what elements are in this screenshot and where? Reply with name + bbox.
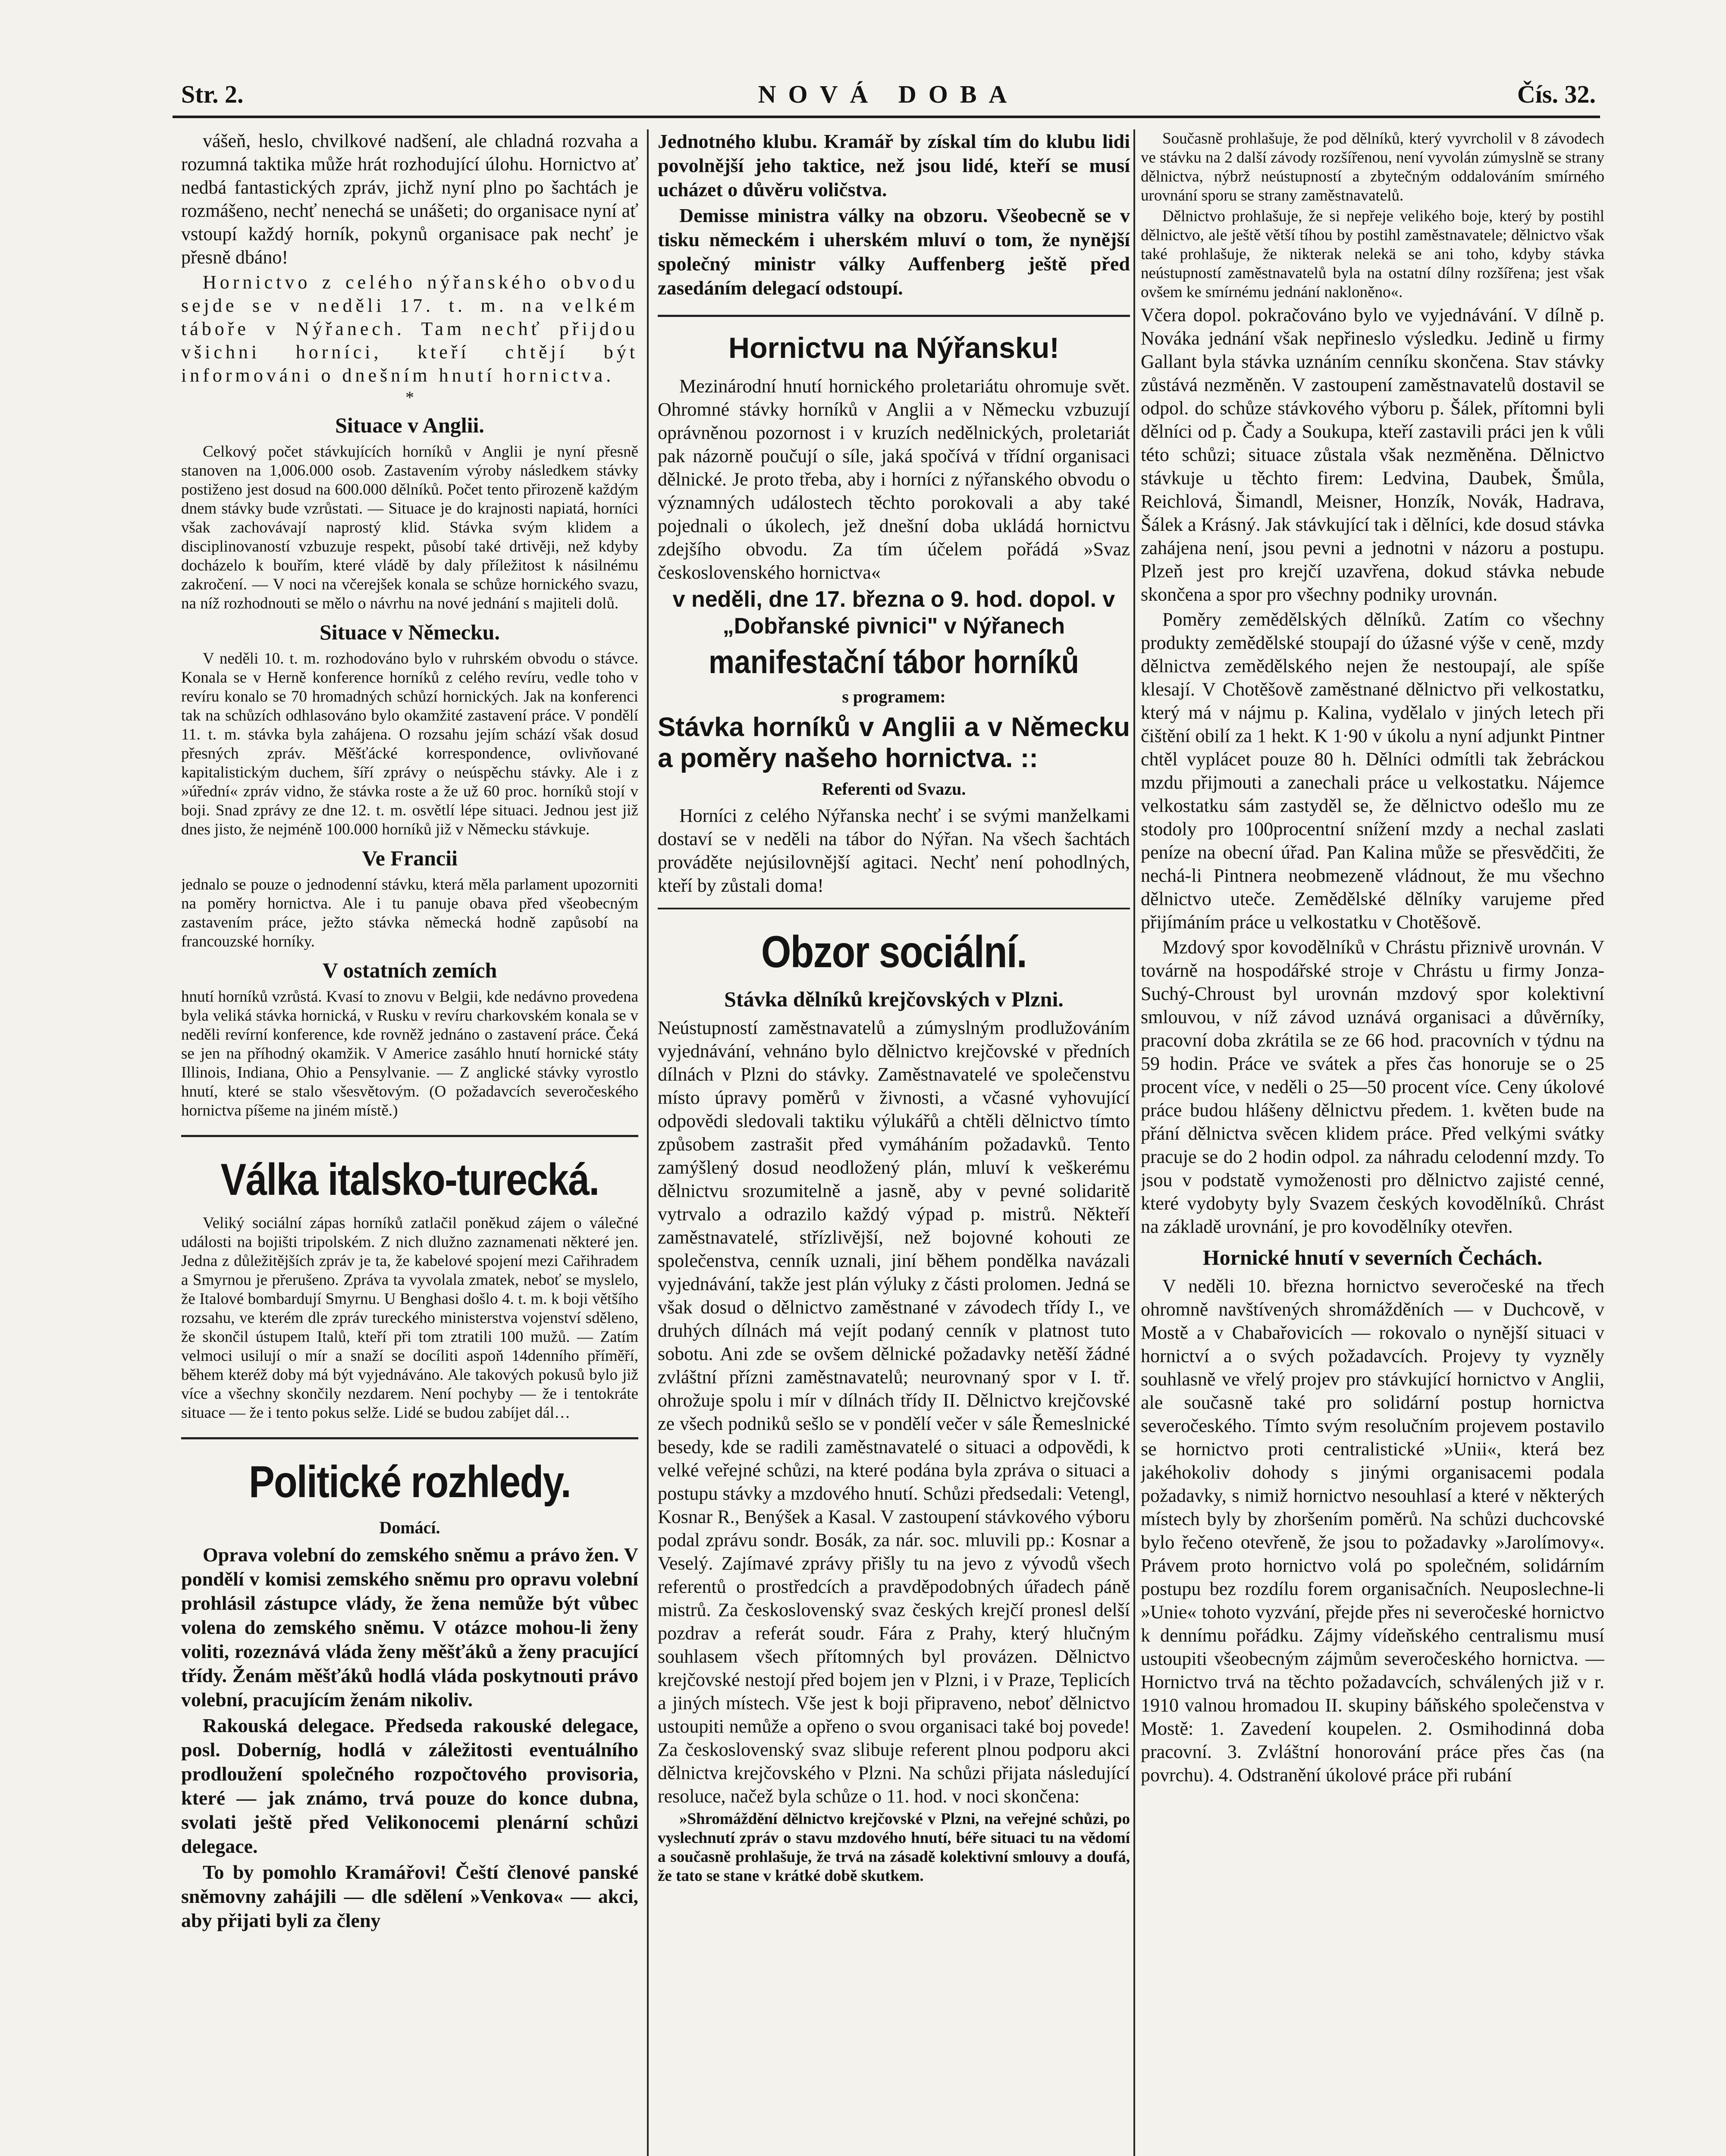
article-paragraph: Demisse ministra války na obzoru. Všeobecně se v tisku německém i uherském mluví o tom, že nynější společný ministr války Auffenberg ještě před zasedáním delegací odstoupí. xyxy=(658,204,1130,299)
article-paragraph: Včera dopol. pokračováno bylo ve vyjednávání. V dílně p. Nováka jednání však nepřineslo výsledku. Jedině u firmy Gallant byla stávka uznáním cenníku skončena. Stav stávky zůstává nezměněn. V zastoupení zaměstnavatelů dostavil se odpol. do schůze stávkového výboru p. Šálek, přítomni byli dělníci od p. Čady a Soukupa, kteří zastavili práci jen k vůli této schůzi; situace zůstala však nezměněna. Dělnictvo stávkuje u těchto firem: Ledvina, Daubek, Šmůla, Reichlová, Šimandl, Meisner, Honzík, Novák, Hadrava, Šálek a Krásný. Jak stávkující tak i dělníci, kde dosud stávka zahájena není, jsou pevni a jednotni v názoru a postupu. Plzeň jest pro krejčí uzavřena, dokud stávka nebude skončena a spor pro všechny podniky urovnán. xyxy=(1141,304,1604,605)
column-1 xyxy=(181,129,638,2156)
resolution-quote: »Shromáždění dělnictvo krejčovské v Plzni, na veřejné schůzi, po vyslechnutí zpráv o stavu mzdového hnutí, béře situaci tu na vědomí a současně prohlašuje, že trvá na zásadě kolektivní smlouvy a doufá, že tato se stane v krátké době skutkem. xyxy=(658,1810,1130,1885)
article-paragraph: Současně prohlašuje, že pod dělníků, který vyvrcholil v 8 závodech ve stávku na 2 další závody rozšířenou, není vyvolán zúmyslně se strany dělnictva, nýbrž neústupností a zbytečným oddalováním smírného urovnání sporu se strany zaměstnavatelů. xyxy=(1141,130,1604,204)
page-header xyxy=(181,80,1596,114)
article-paragraph: Celkový počet stávkujících horníků v Anglii je nyní přesně stanoven na 1,006.000 osob. Zastavením výroby následkem stávky postiženo jest dosud na 600.000 dělníků. Počet tento přirozeně každým dnem stávky bude vzrůstati. — Situace je do krajnosti napiatá, horníci však zachovávají naprostý klid. Stávka svým klidem a disciplinovaností vzbuzuje respekt, působí také drtivěji, než kdyby docházelo k bouřím, které vládě by daly příležitost k násilnému zakročení. — V noci na včerejšek konala se schůze hornického svazu, na níž rozhodnouti se mělo o návrhu na nové jednání s majiteli dolů. xyxy=(181,443,638,612)
section-rule xyxy=(658,315,1130,317)
article-paragraph: Jednotného klubu. Kramář by získal tím do klubu lidi povolnější jeho taktice, než jsou lidé, kteří se musí ucházet o důvěru voličstva. xyxy=(658,130,1130,201)
section-rule xyxy=(181,1437,638,1439)
article-paragraph: Rakouská delegace. Předseda rakouské delegace, posl. Doberníg, hodlá v záležitosti eventuálního prodloužení společného rozpočtového provisoria, které — jak známo, trvá pouze do konce dubna, svolati ještě před Velikonocemi plenární schůzi delegace. xyxy=(181,1714,638,1857)
article-paragraph: hnutí horníků vzrůstá. Kvasí to znovu v Belgii, kde nedávno provedena byla veliká stávka hornická, v Rusku v revíru charkovském konala se v neděli revírní konference, kde rovněž jednáno o zastavení práce. Čeká se jen na příhodný okamžik. V Americe zasáhlo hnutí hornické státy Illinois, Indiana, Ohio a Pensylvanie. — Z anglické stávky vyrostlo hnutí, které se stalo všesvětovým. (O požadavcích severočeského hornictva píšeme na jiném místě.) xyxy=(181,988,638,1119)
announcement-box xyxy=(658,330,1130,909)
article-paragraph: vášeň, heslo, chvilkové nadšení, ale chladná rozvaha a rozumná taktika může hrát rozhodující úlohu. Hornictvo ať nedbá fantastických zpráv, jichž nyní plno po šachtách je rozmášeno, nechť nenechá se unášeti; do organisace nyní ať vstoupí každý horník, pokynů organisace pak nechť je přesně dbáno! xyxy=(181,130,638,268)
article-paragraph: Poměry zemědělských dělníků. Zatím co všechny produkty zemědělské stoupají do úžasné výše v ceně, mzdy dělnictva zemědělského nejen že nestoupají, ale spíše klesají. V Chotěšově zaměstnané dělnictvo při velkostatku, který má v nájmu p. Kalina, vydělalo v jiných letech při čištění obilí za 1 hekt. K 1·90 v úkolu a nyní adjunkt Pintner chtěl vyplácet pouze 80 h. Dělníci odmítli tak žebráckou mzdu přijmouti a zanechali práce u velkostatku. Nájemce velkostatku sám zastyděl se, že dělnictvo odešlo mu ze stodoly pro 100procentní snížení mzdy a nechal zaslati peníze na obecní úřad. Pan Kalina může se přesvědčiti, že nechá-li Pintnera neobmezeně vládnout, že mu všechno dělnictvo uteče. Zemědělské dělníky varujeme před přijímáním práce u velkostatku v Chotěšově. xyxy=(1141,609,1604,933)
article-paragraph: Hornictvo z celého nýřanského obvodu sejde se v neděli 17. t. m. na velkém táboře v Nýřanech. Tam nechť přijdou všichni horníci, kteří chtějí být informováni o dnešním hnutí hornictva. xyxy=(181,272,638,386)
issue-number: Čís. 32. xyxy=(1517,80,1596,108)
article-paragraph: Neústupností zaměstnavatelů a zúmyslným prodlužováním vyjednávání, vehnáno bylo dělnictvo krejčovské v předních dílnách v Plzni do stávky. Zaměstnavatelé ve společenstvu místo úpravy poměrů v živnosti, a včasné vyhovující odpovědi sledovali taktiku výlukářů a chtěli dělnictvo tímto způsobem zastrašit před vymáháním požadavků. Tento zamýšlený dosud neodložený plán, mluví k veškerému dělnictvu srozumitelně a jasně, aby v pevné solidaritě vytrvalo a odrazilo každý výpad p. mistrů. Někteří zaměstnavatelé, střízlivější, než bojovné kohouti ze společenstva, cenník uznali, jiní během pondělka navázali vyjednávání, takže jest plán výluky z části prolomen. Jedná se však dosud o dělnictvo zaměstnané v závodech třídy I., ve druhých dílnách má vejít podaný cenník v platnost tuto sobotu. Ani zde se ovšem dělnické požadavky netěší žádné zvláštní přízni zaměstnavatelů; neurovnaný spor v I. tř. ohrožuje spolu i mír v dílnách třídy II. Dělnictvo krejčovské ze všech podniků sešlo se v pondělí večer v sále Řemeslnické besedy, kde se radili zaměstnavatelé o situaci a odpovědi, k velké veřejné schůzi, na které podána byla zpráva o situaci a postupu stávky a mzdového hnutí. Schůzi předsedali: Vetengl, Kosnar R., Benýšek a Kasal. V zastoupení stávkového výboru podal zprávu sondr. Bosák, za nár. soc. mluvili pp.: Kosnar a Veselý. Zajímavé zprávy přišly tu na jevo z vývodů všech referentů o prostředcích a pravděpodobných úřadech páně mistrů. Za československý svaz českých krejčí pronesl delší pozdrav a referát soudr. Fára z Prahy, který hlučným souhlasem všech přítomných byl provázen. Dělnictvo krejčovské nestojí před bojem jen v Plzni, i v Praze, Teplicích a jiných místech. Vše jest k boji připraveno, neboť dělnictvo ustoupiti nemůže a opřeno o svou organisaci také boj povede! Za československý svaz slibuje referent plnou podporu akci dělnictva krejčovského v Plzni. Na schůzi přijata následující resoluce, načež byla schůze o 11. hod. v noci skončena: xyxy=(658,1017,1130,1807)
article-paragraph: V neděli 10. března hornictvo severočeské na třech ohromně navštívených shromážděních — v Duchcově, v Mostě a v Chabařovicích — rokovalo o nynější situaci v hornictví a o svých požadavcích. Projevy ty vyzněly souhlasně ve vřelý projev pro stávkující hornictvo v Anglii, ale současně také pro solidární postup hornictva severočeského. Tímto svým resolučním projevem postavilo se hornictvo proti centralistické »Unii«, která bez jakéhokoliv dohody s jinými organisacemi podala požadavky, s nimiž hornictvo nesouhlasí a které v některých místech byly by zhoršením poměrů. Na schůzi duchcovské bylo řečeno otevřeně, že jsou to požadavky »Jarolímovy«. Právem proto hornictvo volá po společném, solidárním postupu bez rozdílu forem organisačních. Neuposlechne-li »Unie« tohoto vyzvání, přejde přes ni severočeské hornictvo k dennímu pořádku. Zájmy vídeňského centralismu musí ustoupiti všeobecným zájmům severočeského hornictva. — Hornictvo trvá na těchto požadavcích, schválených již v r. 1910 valnou hromadou II. skupiny báňského společenstva v Mostě: 1. Zavedení koupelen. 2. Osmihodinná doba pracovní. 3. Zvláštní honorování práce přes čas (na povrchu). 4. Odstranění úkolové práce při rubání xyxy=(1141,1275,1604,1786)
article-paragraph: To by pomohlo Kramářovi! Čeští členové panské sněmovny zahájili — dle sdělení »Venkova« — akci, aby přijati byli za členy xyxy=(181,1861,638,1931)
separator-star: * xyxy=(405,388,414,407)
section-heading: Stávka dělníků krejčovských v Plzni. xyxy=(724,987,1064,1011)
program-topic: Stávka horníků v Anglii a v Německu a poměry našeho hornictva. :: xyxy=(658,712,1130,773)
header-rule xyxy=(173,116,1600,118)
column-divider xyxy=(647,129,649,2156)
article-paragraph: V neděli 10. t. m. rozhodováno bylo v ruhrském obvodu o stávce. Konala se v Herně konference horníků z celého revíru, vedle toho v revíru konalo se 70 hromadných schůzí hornických. Jak na konferenci tak na schůzích odhlasováno bylo okamžité zastavení práce. V pondělí 11. t. m. stávka byla zahájena. O rozsahu jejím schází však dosud přesných zpráv. Měšťácké korrespondence, ovlivňované kapitalistickým duchem, šíří zprávy o neúspěchu stávky. Ale i z »úřední« zpráv vidno, že stávka roste a že už 60 proc. horníků stojí v boji. Snad zprávy ze dne 12. t. m. osvětlí lépe situaci. Jednou jest již dnes jisto, že nejméně 100.000 horníků již v Německu stávkuje. xyxy=(181,650,638,838)
section-heading: V ostatních zemích xyxy=(322,958,497,982)
section-title: Politické rozhledy. xyxy=(249,1457,571,1507)
section-heading: Situace v Anglii. xyxy=(335,413,484,437)
announcement-text: Mezinárodní hnutí hornického proletariátu ohromuje svět. Ohromné stávky horníků v Anglii a v Německu vzbuzují oprávněnou pozornost i v kruzích nedělnických, proletariát pak názorně poučují o síle, jaká spočívá v třídní organisaci dělnické. Je proto třeba, aby i horníci z nýřanského obvodu o významných událostech těchto porokovali a aby také pojednali o úkolech, jež dnešní doba ukládá hornictvu zdejšího obvodu. Za tím účelem pořádá »Svaz československého hornictva« xyxy=(658,376,1130,583)
section-heading: Hornické hnutí v severních Čechách. xyxy=(1202,1245,1543,1269)
article-paragraph: Mzdový spor kovodělníků v Chrástu přiznivě urovnán. V továrně na hospodářské stroje v Chrástu u firmy Jonza-Suchý-Chroust byl urovnán mzdový spor kolektivní smlouvou, v níž závod uznává organisaci a důvěrníky, pracovní doba zkrátila se ze 66 hod. pracovních v týdnu na 59 hodin. Práce ve svátek a přes čas honoruje se o 25 procent více, v neděli o 25—50 procent více. Ceny úkolové práce budou hlášeny dělnictvu předem. 1. květen bude na přání dělnictva svěcen klidem práce. Před velkými svátky pracuje se do 2 hodin odpol. za náhradu celodenní mzdy. To jsou v podstatě vymoženosti pro dělnictvo zajisté cenné, které vydobyty byly Svazem českých kovodělníků. Chrást na základě urovnání, je pro kovodělníky otevřen. xyxy=(1141,937,1604,1237)
masthead-title: NOVÁ DOBA xyxy=(758,80,1019,108)
column-2 xyxy=(658,129,1130,2156)
section-heading: Ve Francii xyxy=(362,846,458,870)
article-paragraph: Dělnictvo prohlašuje, že si nepřeje velikého boje, který by postihl dělnictvo, ale ještě větší tíhou by postihl zaměstnavatele; dělnictvo však také prohlašuje, že nikterak nelekä se ani toho, kdyby stávka neústupností zaměstnavatelů byla na ostatní dílny rozšířena; jest však ovšem ke smírnému jednání nakloněno«. xyxy=(1141,207,1604,301)
section-rule xyxy=(181,1135,638,1137)
article-paragraph: Oprava volební do zemského sněmu a právo žen. V pondělí v komisi zemského sněmu pro opravu volební prohlásil zástupce vlády, že žena nemůže být vůbec volena do zemského sněmu. V otázce mohou-li ženy voliti, rozeznává vláda ženy měšťáků a ženy pracující třídy. Ženám měšťáků hodlá vláda poskytnouti právo volební, pracujícím ženám nikoliv. xyxy=(181,1544,638,1711)
meeting-headline: manifestační tábor horníků xyxy=(709,644,1079,680)
page-number: Str. 2. xyxy=(181,80,244,108)
article-paragraph: jednalo se pouze o jednodenní stávku, která měla parlament upozorniti na poměry hornictva. Ale i tu panuje obava před všeobecným zastavením práce, ježto stávka německá hodně zapůsobí na francouzské horníky. xyxy=(181,876,638,950)
announcement-text: Horníci z celého Nýřanska nechť i se svými manželkami dostaví se v neděli na tábor do Nýřan. Na všech šachtách prováděte nejúsilovnější agitaci. Nechť není pohodlných, kteří by zůstali doma! xyxy=(658,805,1130,896)
announcement-title: Hornictvu na Nýřansku! xyxy=(728,332,1060,364)
section-heading: Situace v Německu. xyxy=(320,620,500,644)
article-paragraph: Veliký sociální zápas horníků zatlačil poněkud zájem o válečné události na bojišti tripolském. Z nich dlužno zaznamenati některé jen. Jedna z důležitějších zpráv je ta, že kabelové spojení mezi Cařihradem a Smyrnou je přerušeno. Zpráva ta vyvolala zmatek, neboť se myslelo, že Italové bombardují Smyrnu. U Benghasi došlo 4. t. m. k boji většího rozsahu, ve kterém dle zpráv tureckého ministerstva vojenství sděleno, že skončil ústupem Italů, kteří při tom ztratili 100 mužů. — Zatím velmoci usilují o mír a snaží se docíliti aspoň 14denního příměří, během kteréž doby má být vyjednáváno. Ale takových pokusů bylo již více a všechny skončily nezdarem. Není pochyby — že i tentokráte situace — že i tento pokus selže. Lidé se budou zabíjet dál… xyxy=(181,1214,638,1422)
section-title: Obzor sociální. xyxy=(761,927,1027,977)
speakers-label: Referenti od Svazu. xyxy=(822,779,966,799)
program-label: s programem: xyxy=(842,687,946,706)
section-title: Válka italsko-turecká. xyxy=(220,1155,599,1205)
subsection-label: Domácí. xyxy=(379,1518,440,1537)
column-divider xyxy=(1133,129,1135,2156)
meeting-date: v neděli, dne 17. března o 9. hod. dopol. v „Dobřanské pivnici" v Nýřanech xyxy=(672,587,1115,639)
column-3 xyxy=(1141,129,1604,2156)
